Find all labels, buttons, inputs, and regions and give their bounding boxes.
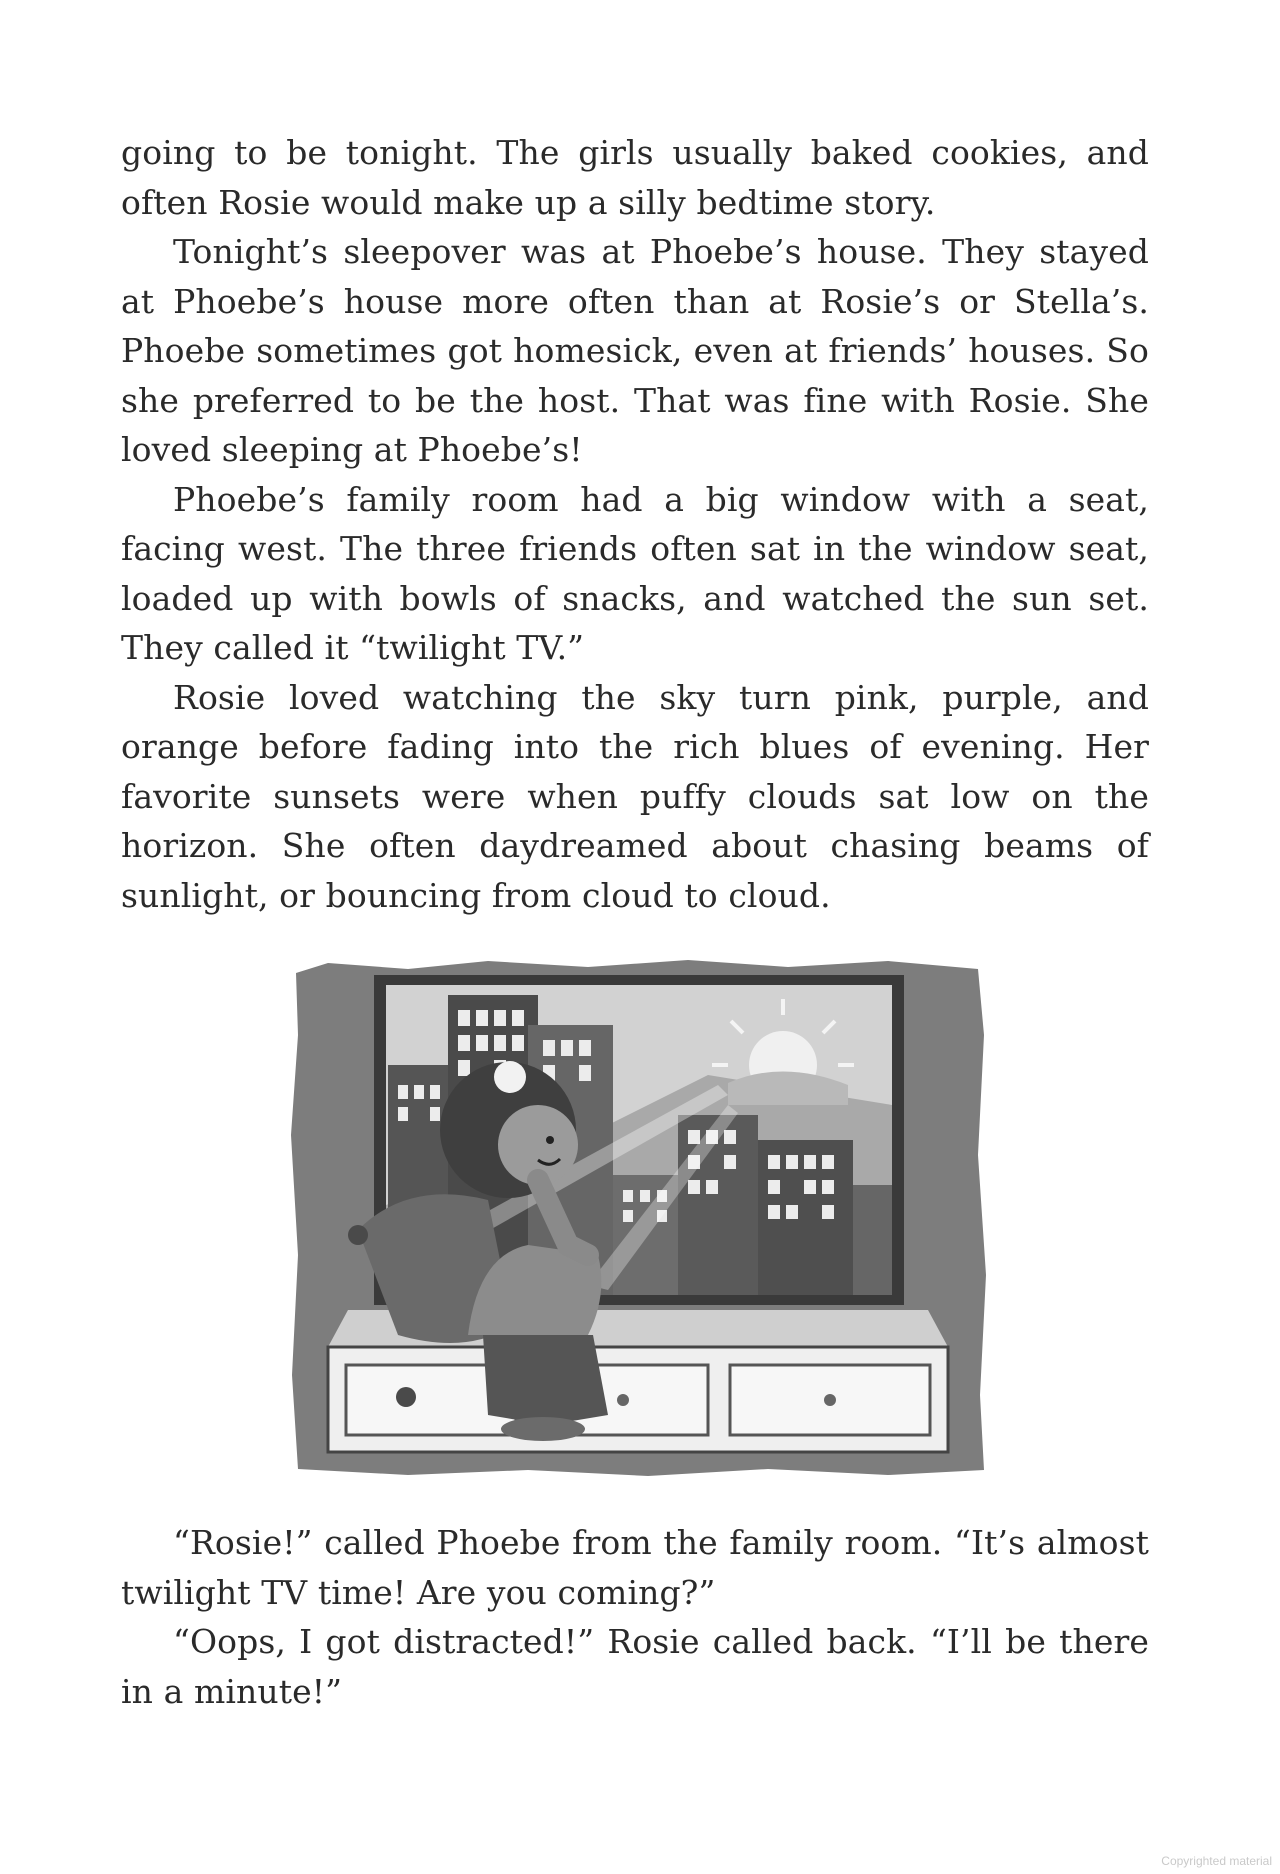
paragraph: Phoebe’s family room had a big window with a seat, facing west. The three friends often sat in the window seat, loaded up with bowls of snacks, and watched the sun set. They called it “twilight TV.” [121, 479, 1149, 667]
paragraph: going to be tonight. The girls usually baked cookies, and often Rosie would make up a silly bedtime story. [121, 133, 1149, 222]
paragraph: “Oops, I got distracted!” Rosie called back. “I’ll be there in a minute!” [121, 1622, 1149, 1711]
window-seat-illustration [288, 955, 988, 1480]
watermark: Copyrighted material [1161, 1854, 1272, 1868]
top-text-block [121, 128, 1149, 920]
paragraph: “Rosie!” called Phoebe from the family room. “It’s almost twilight TV time! Are you coming?” [121, 1523, 1149, 1612]
bottom-text-block [121, 1518, 1149, 1716]
paragraph: Tonight’s sleepover was at Phoebe’s house. They stayed at Phoebe’s house more often than at Rosie’s or Stella’s. Phoebe sometimes got homesick, even at friends’ houses. So she preferred to be the host. That was fine with Rosie. She loved sleeping at Phoebe’s! [121, 232, 1149, 469]
paragraph: Rosie loved watching the sky turn pink, purple, and orange before fading into the rich blues of evening. Her favorite sunsets were when puffy clouds sat low on the horizon. She often daydreamed about chasing beams of sunlight, or bouncing from cloud to cloud. [121, 677, 1149, 915]
